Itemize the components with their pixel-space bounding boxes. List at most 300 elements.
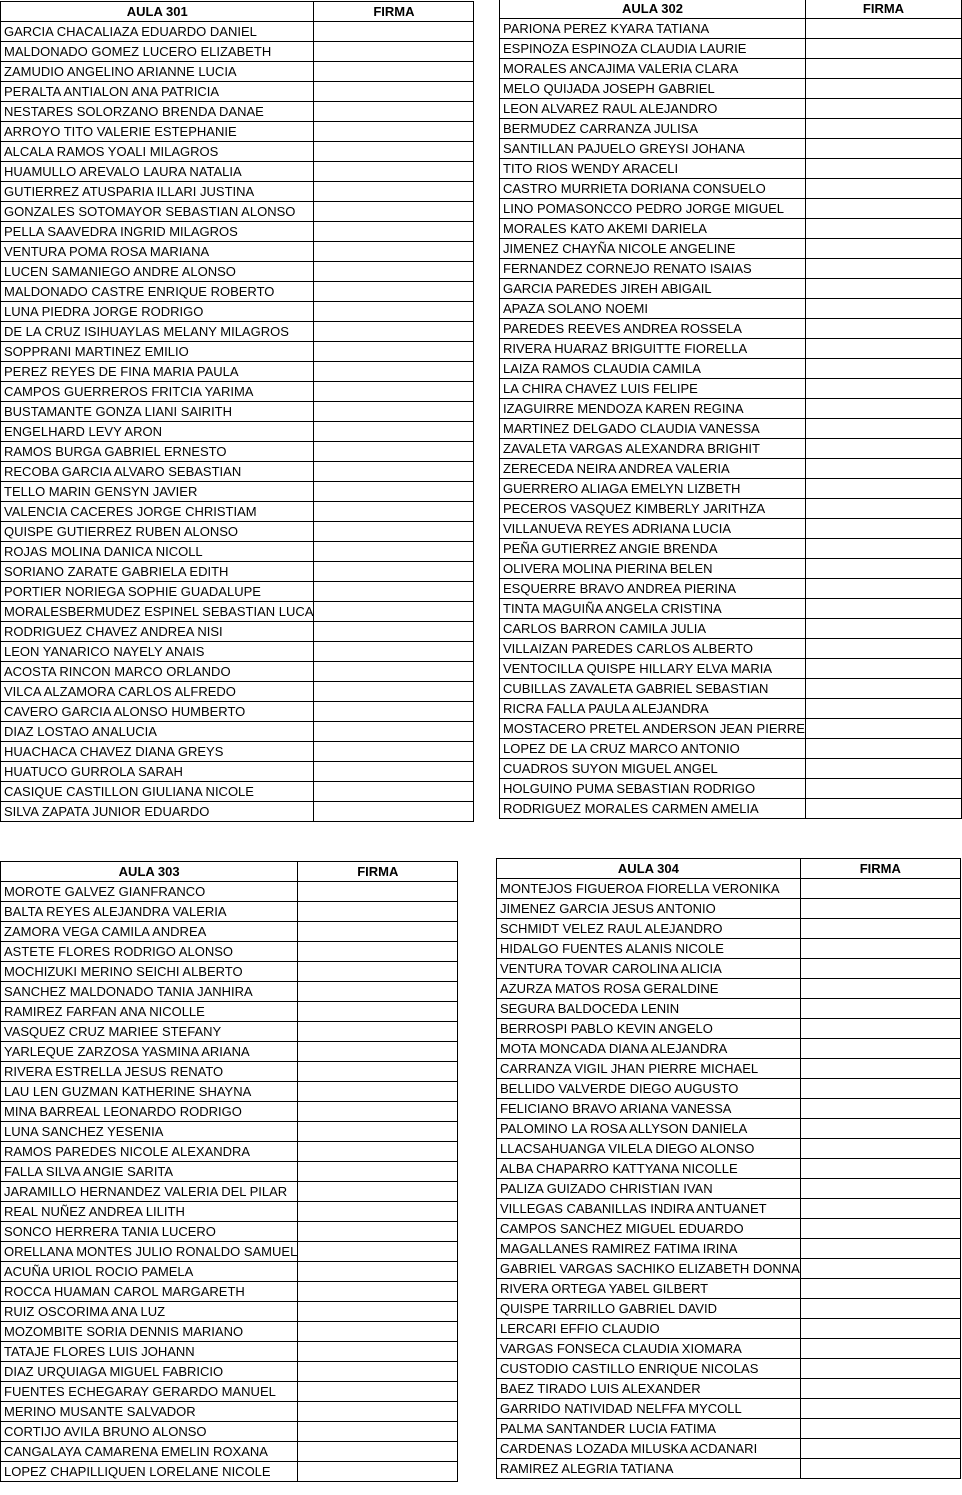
signature-cell[interactable] bbox=[805, 679, 961, 699]
signature-cell[interactable] bbox=[805, 759, 961, 779]
table-row bbox=[1, 922, 458, 942]
student-name: SEGURA BALDOCEDA LENIN bbox=[497, 999, 801, 1019]
signature-cell[interactable] bbox=[800, 1199, 960, 1219]
table-row bbox=[500, 279, 962, 299]
table-row bbox=[1, 1382, 458, 1402]
table-row bbox=[1, 1302, 458, 1322]
table-row bbox=[500, 659, 962, 679]
student-name: LINO POMASONCCO PEDRO JORGE MIGUEL bbox=[500, 199, 806, 219]
table-row bbox=[497, 1179, 961, 1199]
student-name: VILLEGAS CABANILLAS INDIRA ANTUANET bbox=[497, 1199, 801, 1219]
signature-cell[interactable] bbox=[805, 599, 961, 619]
signature-cell[interactable] bbox=[805, 499, 961, 519]
signature-cell[interactable] bbox=[314, 602, 474, 622]
table-row bbox=[497, 1139, 961, 1159]
student-name: LAU LEN GUZMAN KATHERINE SHAYNA bbox=[1, 1082, 298, 1102]
signature-cell[interactable] bbox=[298, 1282, 458, 1302]
signature-cell[interactable] bbox=[800, 939, 960, 959]
student-rows bbox=[1, 22, 474, 822]
table-row bbox=[1, 82, 474, 102]
signature-cell[interactable] bbox=[314, 442, 474, 462]
table-row bbox=[1, 162, 474, 182]
student-name: GABRIEL VARGAS SACHIKO ELIZABETH DONNA bbox=[497, 1259, 801, 1279]
signature-cell[interactable] bbox=[800, 1139, 960, 1159]
table-row bbox=[1, 1102, 458, 1122]
signature-cell[interactable] bbox=[805, 559, 961, 579]
table-row bbox=[1, 102, 474, 122]
student-name: VARGAS FONSECA CLAUDIA XIOMARA bbox=[497, 1339, 801, 1359]
signature-cell[interactable] bbox=[298, 1122, 458, 1142]
table-row bbox=[1, 762, 474, 782]
signature-cell[interactable] bbox=[298, 1342, 458, 1362]
student-name: HOLGUINO PUMA SEBASTIAN RODRIGO bbox=[500, 779, 806, 799]
table-row bbox=[497, 1259, 961, 1279]
student-name: RODRIGUEZ MORALES CARMEN AMELIA bbox=[500, 799, 806, 819]
signature-cell[interactable] bbox=[298, 1082, 458, 1102]
table-row bbox=[497, 899, 961, 919]
signature-cell[interactable] bbox=[298, 1102, 458, 1122]
signature-cell[interactable] bbox=[800, 1179, 960, 1199]
table-row bbox=[497, 1339, 961, 1359]
table-row bbox=[500, 499, 962, 519]
signature-cell[interactable] bbox=[805, 699, 961, 719]
signature-cell[interactable] bbox=[298, 1222, 458, 1242]
student-name: GUERRERO ALIAGA EMELYN LIZBETH bbox=[500, 479, 806, 499]
table-row bbox=[1, 502, 474, 522]
signature-cell[interactable] bbox=[314, 522, 474, 542]
table-row bbox=[497, 979, 961, 999]
signature-cell[interactable] bbox=[805, 479, 961, 499]
student-name: PEREZ REYES DE FINA MARIA PAULA bbox=[1, 362, 314, 382]
signature-cell[interactable] bbox=[314, 282, 474, 302]
student-name: VILLANUEVA REYES ADRIANA LUCIA bbox=[500, 519, 806, 539]
student-name: CARRANZA VIGIL JHAN PIERRE MICHAEL bbox=[497, 1059, 801, 1079]
student-rows bbox=[1, 882, 458, 1482]
header-row bbox=[497, 859, 961, 879]
signature-cell[interactable] bbox=[298, 1262, 458, 1282]
signature-cell[interactable] bbox=[805, 99, 961, 119]
table-row bbox=[1, 262, 474, 282]
table-row bbox=[500, 399, 962, 419]
student-name: CAVERO GARCIA ALONSO HUMBERTO bbox=[1, 702, 314, 722]
signature-cell[interactable] bbox=[314, 802, 474, 822]
table-row bbox=[497, 1459, 961, 1479]
signature-cell[interactable] bbox=[314, 342, 474, 362]
table-row bbox=[497, 959, 961, 979]
table-row bbox=[500, 799, 962, 819]
signature-cell[interactable] bbox=[314, 622, 474, 642]
student-name: LOPEZ DE LA CRUZ MARCO ANTONIO bbox=[500, 739, 806, 759]
signature-cell[interactable] bbox=[314, 702, 474, 722]
signature-cell[interactable] bbox=[314, 742, 474, 762]
student-name: BERMUDEZ CARRANZA JULISA bbox=[500, 119, 806, 139]
signature-cell[interactable] bbox=[298, 1462, 458, 1482]
signature-cell[interactable] bbox=[314, 182, 474, 202]
student-name: NESTARES SOLORZANO BRENDA DANAE bbox=[1, 102, 314, 122]
signature-cell[interactable] bbox=[314, 162, 474, 182]
student-name: LUCEN SAMANIEGO ANDRE ALONSO bbox=[1, 262, 314, 282]
signature-cell[interactable] bbox=[314, 362, 474, 382]
student-name: VILCA ALZAMORA CARLOS ALFREDO bbox=[1, 682, 314, 702]
table-row bbox=[497, 1299, 961, 1319]
signature-cell[interactable] bbox=[805, 719, 961, 739]
student-name: MOTA MONCADA DIANA ALEJANDRA bbox=[497, 1039, 801, 1059]
signature-header: FIRMA bbox=[800, 859, 960, 879]
signature-cell[interactable] bbox=[805, 299, 961, 319]
table-row bbox=[1, 982, 458, 1002]
signature-cell[interactable] bbox=[298, 1142, 458, 1162]
signature-cell[interactable] bbox=[314, 382, 474, 402]
signature-header: FIRMA bbox=[314, 2, 474, 22]
signature-cell[interactable] bbox=[314, 502, 474, 522]
signature-cell[interactable] bbox=[314, 242, 474, 262]
table-row bbox=[1, 1242, 458, 1262]
student-name: MOZOMBITE SORIA DENNIS MARIANO bbox=[1, 1322, 298, 1342]
signature-cell[interactable] bbox=[805, 799, 961, 819]
table-row bbox=[500, 219, 962, 239]
table-row bbox=[1, 742, 474, 762]
signature-cell[interactable] bbox=[805, 259, 961, 279]
signature-cell[interactable] bbox=[314, 62, 474, 82]
signature-cell[interactable] bbox=[800, 1419, 960, 1439]
table-row bbox=[500, 359, 962, 379]
student-name: VILLAIZAN PAREDES CARLOS ALBERTO bbox=[500, 639, 806, 659]
student-name: BAEZ TIRADO LUIS ALEXANDER bbox=[497, 1379, 801, 1399]
table-row bbox=[500, 639, 962, 659]
student-name: HIDALGO FUENTES ALANIS NICOLE bbox=[497, 939, 801, 959]
signature-cell[interactable] bbox=[800, 959, 960, 979]
student-name: SCHMIDT VELEZ RAUL ALEJANDRO bbox=[497, 919, 801, 939]
signature-header: FIRMA bbox=[805, 0, 961, 19]
student-name: CUSTODIO CASTILLO ENRIQUE NICOLAS bbox=[497, 1359, 801, 1379]
signature-cell[interactable] bbox=[800, 899, 960, 919]
student-name: MOSTACERO PRETEL ANDERSON JEAN PIERRE bbox=[500, 719, 806, 739]
table-row bbox=[497, 1279, 961, 1299]
signature-cell[interactable] bbox=[314, 322, 474, 342]
table-row bbox=[497, 1119, 961, 1139]
student-name: PAREDES REEVES ANDREA ROSSELA bbox=[500, 319, 806, 339]
table-row bbox=[500, 159, 962, 179]
signature-cell[interactable] bbox=[800, 1239, 960, 1259]
signature-cell[interactable] bbox=[805, 419, 961, 439]
signature-cell[interactable] bbox=[800, 1279, 960, 1299]
student-name: MORALESBERMUDEZ ESPINEL SEBASTIAN LUCA bbox=[1, 602, 314, 622]
student-name: RIVERA ORTEGA YABEL GILBERT bbox=[497, 1279, 801, 1299]
table-row bbox=[500, 139, 962, 159]
signature-cell[interactable] bbox=[314, 682, 474, 702]
student-name: GARRIDO NATIVIDAD NELFFA MYCOLL bbox=[497, 1399, 801, 1419]
student-name: APAZA SOLANO NOEMI bbox=[500, 299, 806, 319]
signature-cell[interactable] bbox=[805, 339, 961, 359]
table-row bbox=[500, 119, 962, 139]
table-row bbox=[1, 642, 474, 662]
signature-cell[interactable] bbox=[314, 22, 474, 42]
signature-cell[interactable] bbox=[805, 539, 961, 559]
student-name: LUNA PIEDRA JORGE RODRIGO bbox=[1, 302, 314, 322]
signature-cell[interactable] bbox=[298, 1202, 458, 1222]
table-row bbox=[497, 1399, 961, 1419]
signature-cell[interactable] bbox=[800, 1399, 960, 1419]
student-name: RIVERA HUARAZ BRIGUITTE FIORELLA bbox=[500, 339, 806, 359]
signature-cell[interactable] bbox=[314, 562, 474, 582]
table-row bbox=[1, 722, 474, 742]
signature-cell[interactable] bbox=[805, 639, 961, 659]
table-row bbox=[497, 1019, 961, 1039]
signature-cell[interactable] bbox=[800, 1439, 960, 1459]
table-row bbox=[500, 239, 962, 259]
signature-cell[interactable] bbox=[805, 319, 961, 339]
signature-cell[interactable] bbox=[805, 399, 961, 419]
signature-cell[interactable] bbox=[805, 619, 961, 639]
table-row bbox=[1, 322, 474, 342]
signature-cell[interactable] bbox=[805, 39, 961, 59]
student-name: HUATUCO GURROLA SARAH bbox=[1, 762, 314, 782]
signature-cell[interactable] bbox=[314, 762, 474, 782]
signature-cell[interactable] bbox=[314, 142, 474, 162]
signature-cell[interactable] bbox=[800, 1079, 960, 1099]
signature-cell[interactable] bbox=[298, 1362, 458, 1382]
signature-cell[interactable] bbox=[805, 739, 961, 759]
signature-cell[interactable] bbox=[314, 102, 474, 122]
signature-cell[interactable] bbox=[314, 82, 474, 102]
signature-cell[interactable] bbox=[805, 179, 961, 199]
signature-cell[interactable] bbox=[800, 1339, 960, 1359]
table-row bbox=[497, 1199, 961, 1219]
table-row bbox=[497, 1419, 961, 1439]
table-row bbox=[1, 702, 474, 722]
student-name: MELO QUIJADA JOSEPH GABRIEL bbox=[500, 79, 806, 99]
signature-cell[interactable] bbox=[805, 19, 961, 39]
student-name: CASTRO MURRIETA DORIANA CONSUELO bbox=[500, 179, 806, 199]
table-row bbox=[1, 342, 474, 362]
signature-cell[interactable] bbox=[314, 222, 474, 242]
signature-cell[interactable] bbox=[314, 582, 474, 602]
signature-cell[interactable] bbox=[314, 462, 474, 482]
table-row bbox=[1, 662, 474, 682]
signature-cell[interactable] bbox=[298, 1302, 458, 1322]
table-row bbox=[497, 1379, 961, 1399]
signature-cell[interactable] bbox=[800, 999, 960, 1019]
signature-cell[interactable] bbox=[298, 882, 458, 902]
student-name: CANGALAYA CAMARENA EMELIN ROXANA bbox=[1, 1442, 298, 1462]
student-name: BELLIDO VALVERDE DIEGO AUGUSTO bbox=[497, 1079, 801, 1099]
student-name: FALLA SILVA ANGIE SARITA bbox=[1, 1162, 298, 1182]
student-name: ZAMORA VEGA CAMILA ANDREA bbox=[1, 922, 298, 942]
signature-cell[interactable] bbox=[800, 1019, 960, 1039]
student-name: CARLOS BARRON CAMILA JULIA bbox=[500, 619, 806, 639]
signature-cell[interactable] bbox=[298, 1002, 458, 1022]
signature-cell[interactable] bbox=[298, 1162, 458, 1182]
table-row bbox=[1, 122, 474, 142]
student-name: ACUÑA URIOL ROCIO PAMELA bbox=[1, 1262, 298, 1282]
student-name: MALDONADO GOMEZ LUCERO ELIZABETH bbox=[1, 42, 314, 62]
signature-cell[interactable] bbox=[800, 1319, 960, 1339]
table-row bbox=[500, 59, 962, 79]
student-name: SANCHEZ MALDONADO TANIA JANHIRA bbox=[1, 982, 298, 1002]
table-row bbox=[500, 259, 962, 279]
signature-cell[interactable] bbox=[805, 119, 961, 139]
student-name: JARAMILLO HERNANDEZ VALERIA DEL PILAR bbox=[1, 1182, 298, 1202]
table-row bbox=[497, 999, 961, 1019]
signature-cell[interactable] bbox=[805, 519, 961, 539]
signature-cell[interactable] bbox=[805, 439, 961, 459]
signature-cell[interactable] bbox=[298, 1182, 458, 1202]
student-name: ROCCA HUAMAN CAROL MARGARETH bbox=[1, 1282, 298, 1302]
student-name: SOPPRANI MARTINEZ EMILIO bbox=[1, 342, 314, 362]
student-name: SORIANO ZARATE GABRIELA EDITH bbox=[1, 562, 314, 582]
classroom-title: AULA 303 bbox=[1, 862, 298, 882]
signature-cell[interactable] bbox=[314, 782, 474, 802]
signature-cell[interactable] bbox=[800, 1299, 960, 1319]
signature-cell[interactable] bbox=[805, 779, 961, 799]
student-name: PERALTA ANTIALON ANA PATRICIA bbox=[1, 82, 314, 102]
signature-cell[interactable] bbox=[298, 902, 458, 922]
signature-header: FIRMA bbox=[298, 862, 458, 882]
student-name: HUACHACA CHAVEZ DIANA GREYS bbox=[1, 742, 314, 762]
signature-cell[interactable] bbox=[800, 1379, 960, 1399]
signature-cell[interactable] bbox=[800, 979, 960, 999]
signature-cell[interactable] bbox=[805, 459, 961, 479]
table-aula-303 bbox=[0, 861, 458, 1482]
signature-cell[interactable] bbox=[314, 422, 474, 442]
table-row bbox=[1, 562, 474, 582]
classroom-title: AULA 301 bbox=[1, 2, 314, 22]
signature-cell[interactable] bbox=[298, 1042, 458, 1062]
student-name: CAMPOS SANCHEZ MIGUEL EDUARDO bbox=[497, 1219, 801, 1239]
student-name: BUSTAMANTE GONZA LIANI SAIRITH bbox=[1, 402, 314, 422]
signature-cell[interactable] bbox=[805, 219, 961, 239]
signature-cell[interactable] bbox=[298, 1442, 458, 1462]
signature-cell[interactable] bbox=[314, 302, 474, 322]
signature-cell[interactable] bbox=[298, 982, 458, 1002]
signature-cell[interactable] bbox=[298, 1242, 458, 1262]
signature-cell[interactable] bbox=[805, 239, 961, 259]
table-row bbox=[1, 382, 474, 402]
table-row bbox=[1, 182, 474, 202]
student-name: PALIZA GUIZADO CHRISTIAN IVAN bbox=[497, 1179, 801, 1199]
student-name: LEON YANARICO NAYELY ANAIS bbox=[1, 642, 314, 662]
table-row bbox=[1, 602, 474, 622]
signature-cell[interactable] bbox=[805, 359, 961, 379]
student-name: AZURZA MATOS ROSA GERALDINE bbox=[497, 979, 801, 999]
signature-cell[interactable] bbox=[298, 962, 458, 982]
student-name: QUISPE TARRILLO GABRIEL DAVID bbox=[497, 1299, 801, 1319]
student-name: ROJAS MOLINA DANICA NICOLL bbox=[1, 542, 314, 562]
signature-cell[interactable] bbox=[298, 922, 458, 942]
signature-cell[interactable] bbox=[314, 482, 474, 502]
student-name: CAMPOS GUERREROS FRITCIA YARIMA bbox=[1, 382, 314, 402]
signature-cell[interactable] bbox=[805, 659, 961, 679]
signature-cell[interactable] bbox=[298, 1022, 458, 1042]
signature-cell[interactable] bbox=[314, 662, 474, 682]
signature-cell[interactable] bbox=[800, 1159, 960, 1179]
signature-cell[interactable] bbox=[800, 1259, 960, 1279]
signature-cell[interactable] bbox=[314, 122, 474, 142]
table-row bbox=[500, 599, 962, 619]
table-row bbox=[1, 882, 458, 902]
signature-cell[interactable] bbox=[298, 942, 458, 962]
table-row bbox=[1, 1282, 458, 1302]
student-name: MALDONADO CASTRE ENRIQUE ROBERTO bbox=[1, 282, 314, 302]
signature-cell[interactable] bbox=[805, 79, 961, 99]
table-row bbox=[1, 522, 474, 542]
student-name: CUADROS SUYON MIGUEL ANGEL bbox=[500, 759, 806, 779]
student-name: PELLA SAAVEDRA INGRID MILAGROS bbox=[1, 222, 314, 242]
signature-cell[interactable] bbox=[314, 542, 474, 562]
signature-cell[interactable] bbox=[298, 1422, 458, 1442]
signature-cell[interactable] bbox=[805, 199, 961, 219]
table-row bbox=[1, 1402, 458, 1422]
signature-cell[interactable] bbox=[805, 579, 961, 599]
student-rows bbox=[500, 19, 962, 819]
student-name: GONZALES SOTOMAYOR SEBASTIAN ALONSO bbox=[1, 202, 314, 222]
student-name: PECEROS VASQUEZ KIMBERLY JARITHZA bbox=[500, 499, 806, 519]
signature-cell[interactable] bbox=[800, 1459, 960, 1479]
signature-cell[interactable] bbox=[298, 1402, 458, 1422]
student-name: ASTETE FLORES RODRIGO ALONSO bbox=[1, 942, 298, 962]
table-row bbox=[1, 542, 474, 562]
signature-cell[interactable] bbox=[314, 42, 474, 62]
signature-cell[interactable] bbox=[800, 1099, 960, 1119]
table-row bbox=[1, 902, 458, 922]
student-name: VENTOCILLA QUISPE HILLARY ELVA MARIA bbox=[500, 659, 806, 679]
signature-cell[interactable] bbox=[800, 1059, 960, 1079]
student-name: ESQUERRE BRAVO ANDREA PIERINA bbox=[500, 579, 806, 599]
signature-cell[interactable] bbox=[314, 262, 474, 282]
signature-cell[interactable] bbox=[314, 642, 474, 662]
signature-cell[interactable] bbox=[800, 1119, 960, 1139]
signature-cell[interactable] bbox=[298, 1382, 458, 1402]
signature-cell[interactable] bbox=[805, 379, 961, 399]
signature-cell[interactable] bbox=[805, 159, 961, 179]
signature-cell[interactable] bbox=[805, 279, 961, 299]
student-name: MORALES KATO AKEMI DARIELA bbox=[500, 219, 806, 239]
student-name: RIVERA ESTRELLA JESUS RENATO bbox=[1, 1062, 298, 1082]
table-row bbox=[497, 919, 961, 939]
signature-cell[interactable] bbox=[805, 139, 961, 159]
table-row bbox=[1, 1022, 458, 1042]
table-row bbox=[500, 179, 962, 199]
signature-cell[interactable] bbox=[298, 1062, 458, 1082]
signature-cell[interactable] bbox=[800, 1359, 960, 1379]
signature-cell[interactable] bbox=[298, 1322, 458, 1342]
student-name: RECOBA GARCIA ALVARO SEBASTIAN bbox=[1, 462, 314, 482]
signature-cell[interactable] bbox=[800, 1039, 960, 1059]
student-name: RAMIREZ FARFAN ANA NICOLLE bbox=[1, 1002, 298, 1022]
signature-cell[interactable] bbox=[800, 919, 960, 939]
student-name: IZAGUIRRE MENDOZA KAREN REGINA bbox=[500, 399, 806, 419]
table-row bbox=[497, 1099, 961, 1119]
student-name: TINTA MAGUIÑA ANGELA CRISTINA bbox=[500, 599, 806, 619]
signature-cell[interactable] bbox=[314, 722, 474, 742]
table-row bbox=[500, 619, 962, 639]
table-row bbox=[500, 299, 962, 319]
table-row bbox=[497, 1079, 961, 1099]
student-name: VASQUEZ CRUZ MARIEE STEFANY bbox=[1, 1022, 298, 1042]
student-name: LLACSAHUANGA VILELA DIEGO ALONSO bbox=[497, 1139, 801, 1159]
signature-cell[interactable] bbox=[314, 402, 474, 422]
signature-cell[interactable] bbox=[800, 1219, 960, 1239]
table-row bbox=[500, 199, 962, 219]
signature-cell[interactable] bbox=[805, 59, 961, 79]
student-name: CASIQUE CASTILLON GIULIANA NICOLE bbox=[1, 782, 314, 802]
signature-cell[interactable] bbox=[800, 879, 960, 899]
table-row bbox=[1, 142, 474, 162]
table-row bbox=[1, 1082, 458, 1102]
table-row bbox=[1, 1202, 458, 1222]
signature-cell[interactable] bbox=[314, 202, 474, 222]
student-name: MOROTE GALVEZ GIANFRANCO bbox=[1, 882, 298, 902]
